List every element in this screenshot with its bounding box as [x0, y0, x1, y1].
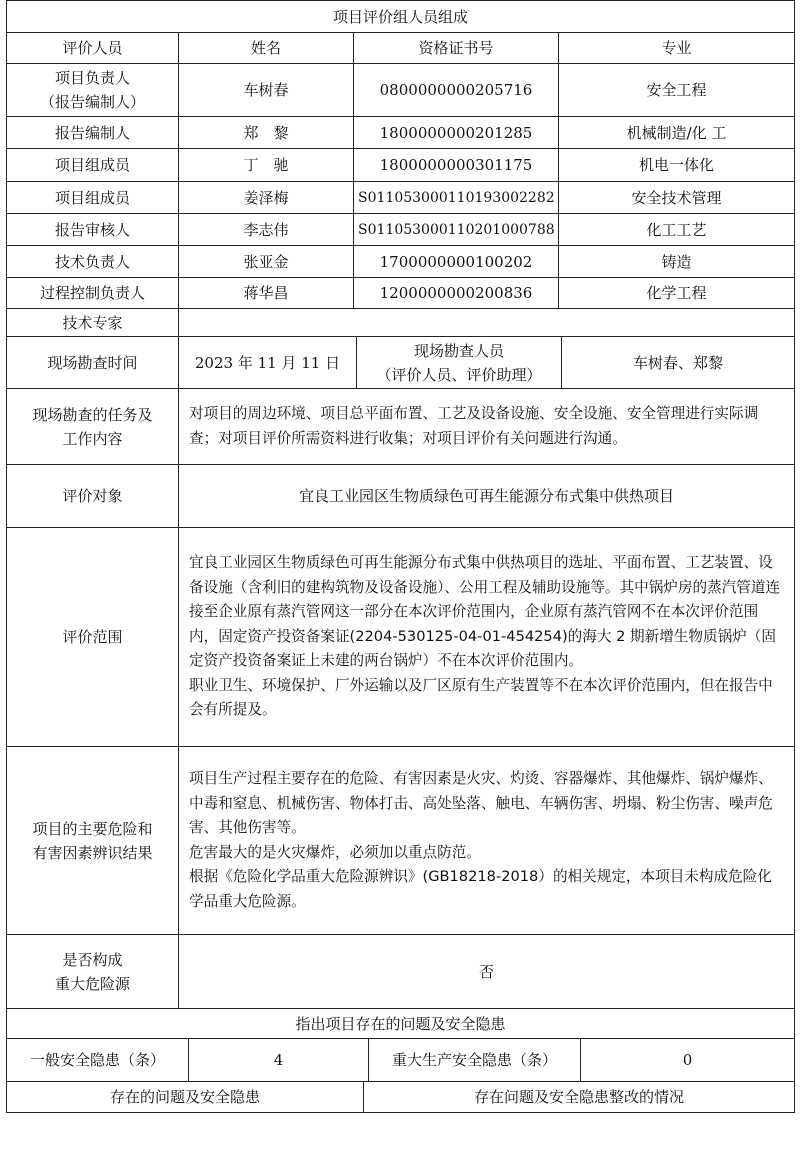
team-row [7, 214, 795, 246]
issues-title-row [7, 1009, 795, 1039]
survey-row [7, 337, 795, 389]
team-header-row [7, 33, 795, 64]
role-cell: 技术负责人 [7, 246, 179, 278]
hazard-text [179, 747, 795, 935]
task-label [7, 389, 179, 465]
hazard-label-line1: 项目的主要危险和 [32, 819, 153, 838]
name-cell: 丁 驰 [179, 149, 354, 182]
role-cell: 项目负责人 （报告编制人） [7, 64, 179, 117]
issues-col-left: 存在的问题及安全隐患 [7, 1082, 364, 1113]
survey-staff-label-line1: 现场勘查人员 [413, 341, 504, 360]
major-source-label-line2: 重大危险源 [54, 974, 130, 993]
expert-label: 技术专家 [7, 309, 179, 337]
name-cell: 蒋华昌 [179, 278, 354, 309]
expert-value [179, 309, 795, 337]
major-source-value: 否 [179, 935, 795, 1009]
task-label-line2: 工作内容 [62, 429, 123, 448]
name-cell: 郑 黎 [179, 117, 354, 149]
general-hazard-count: 4 [189, 1039, 369, 1082]
team-row [7, 246, 795, 278]
evaluation-form [6, 0, 794, 1113]
task-label-line1: 现场勘查的任务及 [32, 405, 153, 424]
scope-paragraph: 宜良工业园区生物质绿色可再生能源分布式集中供热项目的选址、平面布置、工艺装置、设备设施（含利旧的建构筑物及设备设施）、公用工程及辅助设施等。其中锅炉房的蒸汽管道连接至企业原有蒸汽管网这一部分在本次评价范围内，企业原有蒸汽管网不在本次评价范围内，固定资产投资备案证(2204-530125-04-01-454254)的海大 2 期新增生物质锅炉（固定资产投资备案证上未建的两台锅炉）不在本次评价范围内。 [189, 554, 781, 670]
team-table [6, 0, 795, 337]
issues-col-right: 存在问题及安全隐患整改的情况 [364, 1082, 795, 1113]
team-row [7, 117, 795, 149]
scope-text [179, 528, 795, 747]
major-cell: 机械制造/化 工 [559, 117, 795, 149]
survey-staff-value: 车树春、郑黎 [562, 337, 795, 389]
major-cell: 安全工程 [559, 64, 795, 117]
survey-time-label: 现场勘查时间 [7, 337, 179, 389]
survey-time-value: 2023 年 11 月 11 日 [179, 337, 357, 389]
object-row [7, 465, 795, 528]
role-cell: 过程控制负责人 [7, 278, 179, 309]
team-row [7, 149, 795, 182]
issues-title: 指出项目存在的问题及安全隐患 [7, 1009, 795, 1039]
cert-cell: S011053000110193002282 [354, 182, 559, 214]
major-cell: 化学工程 [559, 278, 795, 309]
scope-row [7, 528, 795, 747]
hazard-paragraph: 项目生产过程主要存在的危险、有害因素是火灾、灼烫、容器爆炸、其他爆炸、锅炉爆炸、中毒和窒息、机械伤害、物体打击、高处坠落、触电、车辆伤害、坍塌、粉尘伤害、噪声危害、其他伤害等。 [189, 770, 773, 836]
name-cell: 张亚金 [179, 246, 354, 278]
major-source-label [7, 935, 179, 1009]
general-hazard-label: 一般安全隐患（条） [7, 1039, 189, 1082]
object-value: 宜良工业园区生物质绿色可再生能源分布式集中供热项目 [179, 465, 795, 528]
cert-cell: 1700000000100202 [354, 246, 559, 278]
major-cell: 安全技术管理 [559, 182, 795, 214]
detail-table [6, 388, 795, 1009]
major-hazard-label: 重大生产安全隐患（条） [369, 1039, 581, 1082]
task-text: 对项目的周边环境、项目总平面布置、工艺及设备设施、安全设施、安全管理进行实际调查；对项目评价所需资料进行收集；对项目评价有关问题进行沟通。 [179, 389, 795, 465]
name-cell: 姜泽梅 [179, 182, 354, 214]
team-row [7, 278, 795, 309]
major-hazard-count: 0 [581, 1039, 795, 1082]
team-row [7, 64, 795, 117]
header-role: 评价人员 [7, 33, 179, 64]
name-cell: 车树春 [179, 64, 354, 117]
major-cell: 化工工艺 [559, 214, 795, 246]
survey-table [6, 336, 795, 389]
header-major: 专业 [559, 33, 795, 64]
hazard-label [7, 747, 179, 935]
issues-table [6, 1008, 795, 1082]
expert-row [7, 309, 795, 337]
cert-cell: 1800000000201285 [354, 117, 559, 149]
hazard-paragraph: 危害最大的是火灾爆炸，必须加以重点防范。 [189, 843, 481, 861]
major-cell: 铸造 [559, 246, 795, 278]
role-cell: 报告编制人 [7, 117, 179, 149]
name-cell: 李志伟 [179, 214, 354, 246]
role-cell: 报告审核人 [7, 214, 179, 246]
scope-label: 评价范围 [7, 528, 179, 747]
header-name: 姓名 [179, 33, 354, 64]
cert-cell: S011053000110201000788 [354, 214, 559, 246]
survey-staff-label [357, 337, 562, 389]
hazard-row [7, 747, 795, 935]
team-row [7, 182, 795, 214]
major-cell: 机电一体化 [559, 149, 795, 182]
hazard-paragraph: 根据《危险化学品重大危险源辨识》(GB18218-2018）的相关规定，本项目未构成危险化学品重大危险源。 [189, 868, 772, 910]
cert-cell: 0800000000205716 [354, 64, 559, 117]
team-title: 项目评价组人员组成 [7, 1, 795, 33]
cert-cell: 1800000000301175 [354, 149, 559, 182]
scope-paragraph: 职业卫生、环境保护、厂外运输以及厂区原有生产装置等不在本次评价范围内，但在报告中会有所提及。 [189, 676, 773, 719]
issues-columns-table [6, 1081, 795, 1113]
role-cell: 项目组成员 [7, 149, 179, 182]
task-row [7, 389, 795, 465]
cert-cell: 1200000000200836 [354, 278, 559, 309]
header-cert: 资格证书号 [354, 33, 559, 64]
role-cell: 项目组成员 [7, 182, 179, 214]
survey-staff-label-line2: （评价人员、评价助理） [376, 365, 542, 384]
hazard-label-line2: 有害因素辨识结果 [32, 843, 153, 862]
issues-count-row [7, 1039, 795, 1082]
major-source-label-line1: 是否构成 [62, 950, 123, 969]
issues-columns-row [7, 1082, 795, 1113]
major-source-row [7, 935, 795, 1009]
object-label: 评价对象 [7, 465, 179, 528]
